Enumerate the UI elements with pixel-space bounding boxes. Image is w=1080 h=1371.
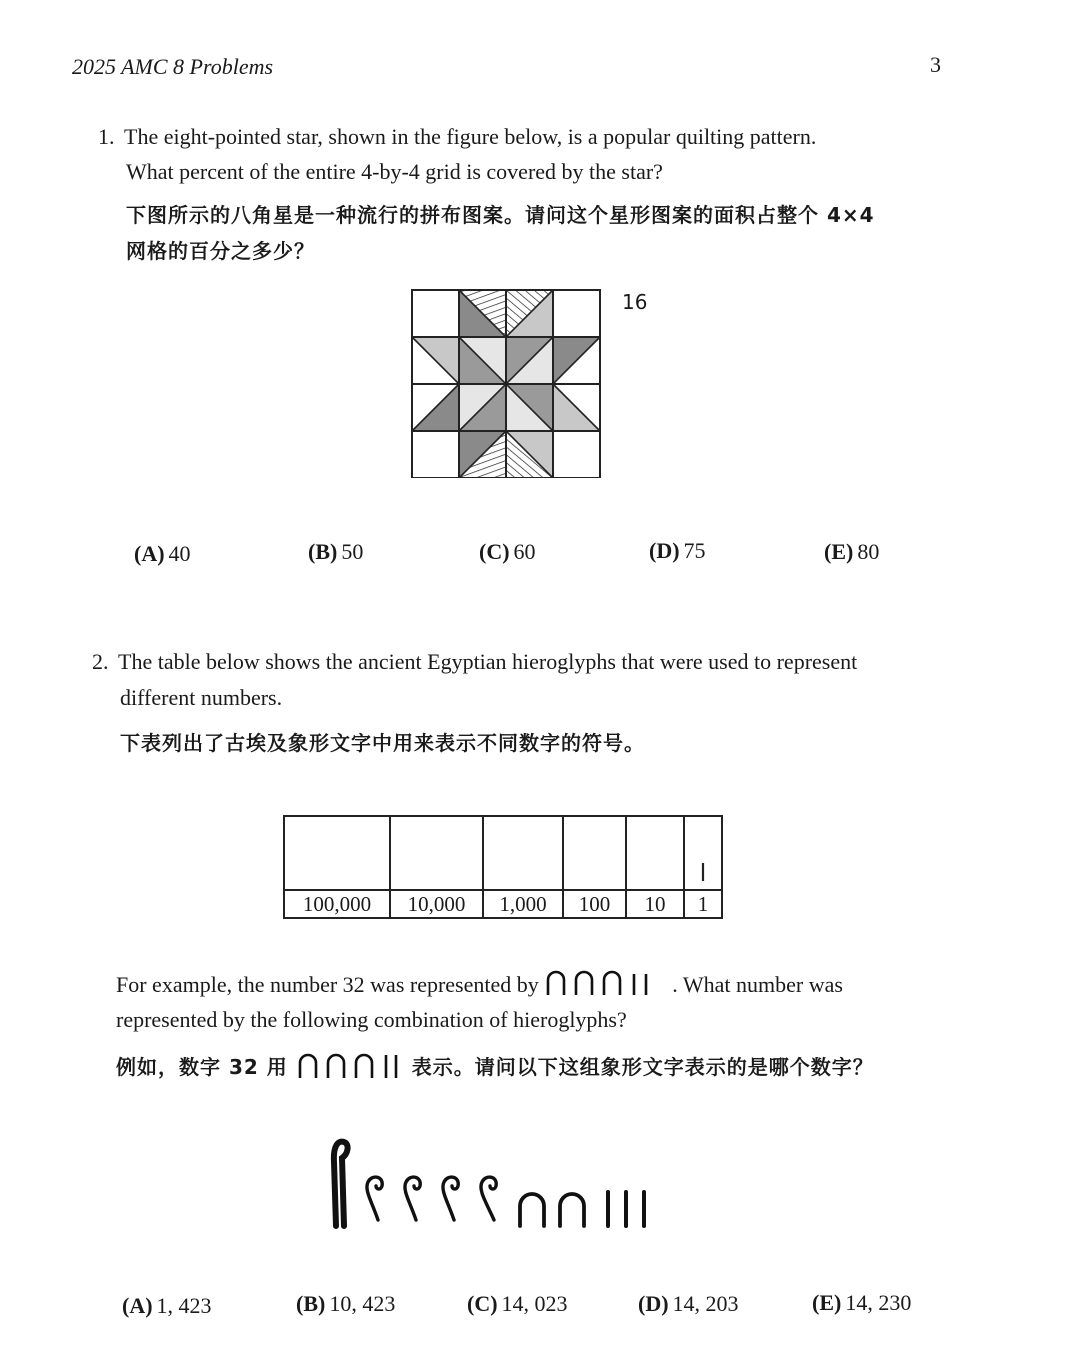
- problem2-choice-d: (D) 14, 203: [638, 1291, 739, 1316]
- problem1-text-line2: What percent of the entire 4-by-4 grid is covered by the star?: [126, 159, 663, 184]
- glyph-cell-10000: [390, 816, 483, 890]
- problem2-choice-b: (B) 10, 423: [296, 1291, 396, 1316]
- problem1-choice-b: (B) 50: [308, 539, 364, 564]
- problem2-cn-line1: 下表列出了古埃及象形文字中用来表示不同数字的符号。: [120, 731, 645, 755]
- problem1-text-line1: 1. The eight-pointed star, shown in the figure below, is a popular quilting pattern.: [98, 120, 816, 154]
- problem1-choice-a: (A) 40: [134, 541, 191, 566]
- finger-glyph-icon: [334, 1142, 348, 1226]
- example-cn-line: 例如，数字 32 用 表示。请问以下这组象形文字表示的是哪个数字？: [116, 1050, 874, 1084]
- problem2-text-line1: 2. The table below shows the ancient Egyptian hieroglyphs that were used to represent: [92, 645, 857, 679]
- coil-glyph-icon: [481, 1177, 496, 1220]
- glyph-cell-1: [684, 816, 722, 890]
- value-cell: 1: [684, 890, 722, 918]
- heel-glyph-icon: [560, 1194, 584, 1226]
- value-cell: 10: [626, 890, 684, 918]
- glyph-cell-1000: [483, 816, 563, 890]
- hieroglyph-table: [283, 815, 723, 919]
- problem2-choice-a: (A) 1, 423: [122, 1293, 212, 1318]
- problem1-number: 1.: [98, 124, 115, 149]
- example-text-line2: represented by the following combination of hieroglyphs?: [116, 1007, 627, 1032]
- coil-glyph-icon: [367, 1177, 382, 1220]
- coil-glyph-icon: [443, 1177, 458, 1220]
- stroke-glyph-icon: [698, 861, 708, 883]
- problem2-text-line2: different numbers.: [120, 685, 283, 710]
- problem2-choice-e: (E) 14, 230: [812, 1290, 912, 1315]
- example-text-line1: For example, the number 32 was represented by . What number was: [116, 968, 843, 1002]
- page-header-title: 2025 AMC 8 Problems: [72, 54, 274, 79]
- handwritten-note: 16: [622, 290, 648, 314]
- problem1-choice-d: (D) 75: [649, 538, 706, 563]
- problem2-choice-c: (C) 14, 023: [467, 1291, 568, 1316]
- example-32-hieroglyph-icon: [544, 968, 672, 996]
- glyph-cell-10: [626, 816, 684, 890]
- problem1-cn-line1: 下图所示的八角星是一种流行的拼布图案。请问这个星形图案的面积占整个 4×4: [126, 203, 875, 227]
- hieroglyph-row: [284, 816, 722, 890]
- coil-glyph-icon: [405, 1177, 420, 1220]
- star-quilt-figure: [410, 288, 602, 478]
- value-cell: 100: [563, 890, 626, 918]
- value-cell: 10,000: [390, 890, 483, 918]
- page-number: 3: [930, 52, 941, 77]
- problem1-cn-line2: 网格的百分之多少？: [126, 239, 315, 263]
- example-32-hieroglyph-cn-icon: [296, 1051, 412, 1079]
- heel-glyph-icon: [520, 1194, 544, 1226]
- glyph-cell-100: [563, 816, 626, 890]
- value-row: [284, 890, 722, 918]
- problem1-choice-c: (C) 60: [479, 539, 536, 564]
- value-cell: 1,000: [483, 890, 563, 918]
- glyph-cell-100000: [284, 816, 390, 890]
- problem1-choice-e: (E) 80: [824, 539, 880, 564]
- value-cell: 100,000: [284, 890, 390, 918]
- problem2-number: 2.: [92, 649, 109, 674]
- hieroglyph-combination-figure: [320, 1132, 670, 1232]
